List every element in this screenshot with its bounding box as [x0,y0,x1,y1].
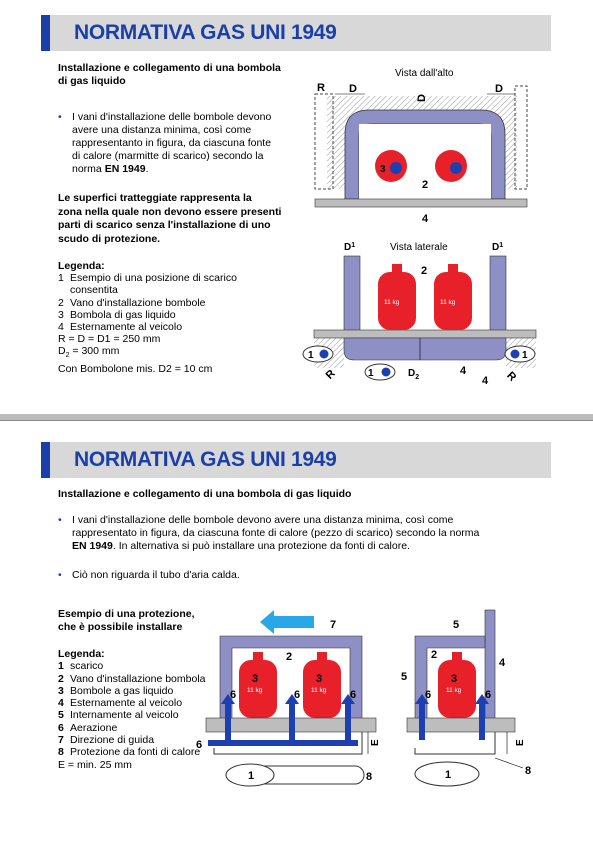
label-2: 2 [431,649,438,661]
warning-line: parti di scarico senza l'installazione di uno [58,219,271,231]
label-6: 6 [485,689,492,701]
warning-line: scudo di protezione. [58,232,161,245]
header-accent-bar [41,15,50,51]
label-7: 7 [330,619,337,631]
cylinder-valve [390,162,402,174]
label-6: 6 [425,689,432,701]
label-6: 6 [350,689,357,701]
page1-subtitle-line2: di gas liquido [58,75,126,87]
vehicle-wall [485,610,495,722]
page1-header-title: NORMATIVA GAS UNI 1949 [74,21,337,44]
page1-legend [58,260,237,375]
floor-plate [315,199,527,207]
cylinder-side [438,652,476,718]
page2-legend [58,648,206,771]
side-bottom-shield [344,338,506,360]
exhaust-dot [382,368,391,377]
label-6: 6 [230,689,237,701]
legend-item: 2 Vano d'installazione bombola [58,672,206,685]
page1-subtitle [58,62,281,88]
page1-bullet-line-last [72,163,308,176]
label-d-top: D [416,94,428,102]
protection-diagram-front [190,608,385,798]
side-view-diagram [300,238,540,390]
label-2: 2 [286,651,293,663]
cylinder-side-right [434,264,472,330]
side-floor [314,330,536,338]
label-d2: $D_2$ [408,368,420,381]
side-wall-left [344,256,360,334]
legend-title: Legenda: [58,648,105,660]
page-separator [0,414,593,421]
legend-e: E = min. 25 mm [58,758,132,771]
label-1: 1 [308,350,314,361]
label-6: 6 [294,689,301,701]
label-5: 5 [453,619,460,631]
label-1: 1 [522,350,528,361]
legend-item: 2 Vano d'installazione bombole [58,296,206,309]
label-2: 2 [422,179,429,191]
exhaust-position-right [505,346,535,362]
leader-line [495,758,523,768]
label-r: R [317,82,325,94]
label-8: 8 [366,771,373,783]
page1-bullet-line: di calore (marmitte di scarico) secondo la [72,150,264,162]
label-r: R [504,369,519,384]
label-4: 4 [482,375,489,387]
cylinder-weight-label: 11 kg [247,687,263,694]
legend-item: 1 scarico [58,660,104,673]
legend-item: 1 Esempio di una posizione di scarico [58,272,237,285]
page1-bullet-line: avere una distanza minima, così come [72,124,252,136]
label-1: 1 [368,368,374,379]
exhaust-dot [511,350,520,359]
page2-header-title: NORMATIVA GAS UNI 1949 [74,448,337,471]
label-4: 4 [499,657,506,669]
page1-header [41,15,551,51]
legend-title: Legenda: [58,260,105,272]
legend-item: 4 Esternamente al veicolo [58,697,183,710]
cylinder-weight-label: 11 kg [311,687,327,694]
label-8: 8 [525,765,532,777]
driving-direction-arrow [260,610,314,634]
label-3: 3 [451,673,458,685]
page1-subtitle-line1: Installazione e collegamento di una bombola [58,62,281,74]
legend-item: 5 Internamente al veicolo [58,709,179,722]
bullet-dot: • [58,514,62,526]
page2-header [41,442,551,478]
label-6: 6 [196,739,203,751]
label-r: R [323,367,338,382]
cylinder-valve [450,162,462,174]
norm-ref: EN 1949 [72,540,113,552]
warning-line: zona nella quale non devono essere presenti [58,205,282,218]
page2-bullet-line: rappresentato in figura, da ciascuna fonte di calore (pezzo di scarico) secondo la norma [72,527,480,539]
page2-bullet-1 [58,514,538,553]
page2-bullet2-text: Ciò non riguarda il tubo d'aria calda. [72,569,240,581]
legend-item: 7 Direzione di guida [58,734,155,747]
bullet-dot: • [58,569,62,581]
legend-d2: $D_2 = 300$ mm [58,345,120,360]
bullet-dot: • [58,111,62,123]
cylinder-right [303,652,341,718]
example-line: che è possibile installare [58,621,183,633]
page1-bullet-line: rappresentanto in figura, da ciascuna fonte [72,137,272,149]
legend-item: 8 Protezione da fonti di calore [58,746,201,759]
cylinder-weight-label: 11 kg [446,687,462,694]
page2-bullet-2 [58,569,538,582]
legend-item: 3 Bombole a gas liquido [58,684,174,697]
label-5: 5 [401,671,408,683]
label-4: 4 [422,213,429,224]
norm-ref: EN 1949 [104,163,146,175]
label-e: E [515,739,526,746]
legend-rd: R = D = D1 = 250 mm [58,333,161,346]
bullet-suffix: . [145,163,149,175]
label-1: 1 [248,770,255,782]
legend-bombolone: Con Bombolone mis. D2 = 10 cm [58,362,213,375]
label-4: 4 [460,365,467,377]
legend-item: 4 Esternamente al veicolo [58,321,183,334]
page2-bullet-line: I vani d'installazione delle bombole devono avere una distanza minima, così come [72,514,454,526]
warning-line: Le superfici tratteggiate rappresenta la [58,192,252,204]
label-d1-left: $D^1$ [344,242,356,253]
label-1: 1 [445,769,452,781]
legend-item: consentita [70,284,118,297]
legend-item: 6 Aerazione [58,721,118,734]
page2-example [58,608,195,634]
cylinder-side-left [378,264,416,330]
side-view-label: Vista laterale [390,242,448,253]
legend-item: 3 Bombola di gas liquido [58,308,176,321]
exhaust-dot [320,350,329,359]
top-view-diagram [305,64,540,224]
bullet-prefix: norma [72,163,105,175]
page1-bullet-line: I vani d'installazione delle bombole devono [72,111,272,123]
label-2: 2 [421,265,428,277]
label-d1-right: $D^1$ [492,242,504,253]
page2-subtitle: Installazione e collegamento di una bombola di gas liquido [58,488,352,500]
label-3: 3 [380,164,386,175]
protection-diagram-side [395,608,545,798]
top-view-label: Vista dall'alto [395,68,454,79]
cylinder-weight-label: 11 kg [384,299,400,306]
label-d-left: D [349,83,357,95]
cylinder-left [239,652,277,718]
label-e: E [370,739,381,746]
side-wall-right [490,256,506,334]
label-d-right: D [495,83,503,95]
page1-bullet [58,111,308,176]
page2-bullet-line-last: EN 1949. In alternativa si può installare una protezione da fonti di calore. [72,540,410,552]
label-3: 3 [316,673,323,685]
page1-warning [58,192,281,246]
cylinder-weight-label: 11 kg [440,299,456,306]
label-3: 3 [252,673,259,685]
header-accent-bar [41,442,50,478]
example-line: Esempio di una protezione, [58,608,195,620]
